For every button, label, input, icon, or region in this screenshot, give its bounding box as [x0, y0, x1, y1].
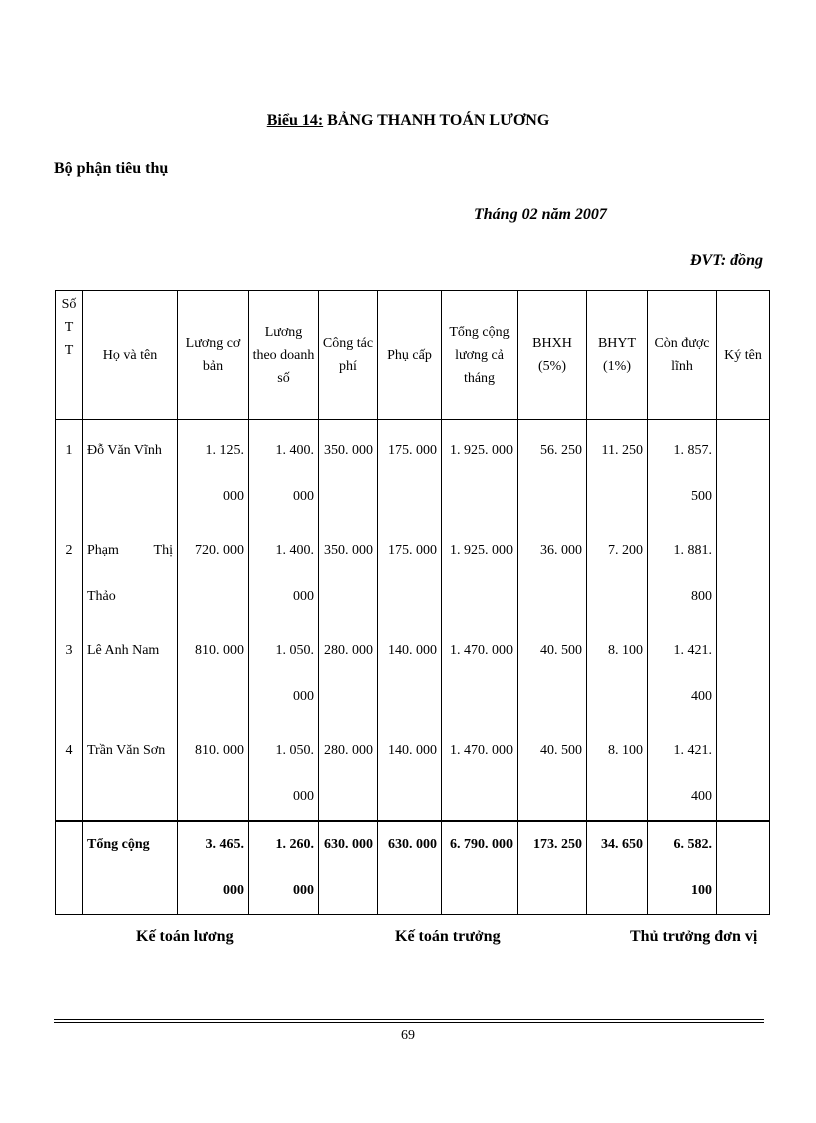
- row-total: 1. 925. 000: [442, 420, 518, 521]
- row-bhyt: 8. 100: [587, 720, 648, 821]
- row-travel: 280. 000: [319, 720, 378, 821]
- table-row: [56, 620, 770, 720]
- row-travel: 280. 000: [319, 620, 378, 720]
- title-label: Biểu 14:: [266, 112, 324, 129]
- row-bhyt: 11. 250: [587, 420, 648, 521]
- title-text: BẢNG THANH TOÁN LƯƠNG: [327, 112, 550, 129]
- row-bhxh: 40. 500: [518, 620, 587, 720]
- row-travel: 350. 000: [319, 520, 378, 620]
- header-bhyt: BHYT (1%): [587, 291, 648, 420]
- header-base-salary: Lương cơ bản: [178, 291, 249, 420]
- period-label: Tháng 02 năm 2007: [474, 206, 607, 223]
- table-header-row: [56, 291, 770, 420]
- document-title: [0, 112, 816, 130]
- payroll-table: [55, 290, 770, 915]
- signature-head: Thủ trưởng đơn vị: [630, 928, 758, 945]
- row-travel: 350. 000: [319, 420, 378, 521]
- header-travel-allowance: Công tác phí: [319, 291, 378, 420]
- row-allowance: 140. 000: [378, 620, 442, 720]
- totals-sales-salary: 1. 260. 000: [249, 821, 319, 915]
- row-base-salary: 720. 000: [178, 520, 249, 620]
- row-bhxh: 36. 000: [518, 520, 587, 620]
- row-sales-salary: 1. 050. 000: [249, 720, 319, 821]
- row-total: 1. 925. 000: [442, 520, 518, 620]
- row-signature: [717, 620, 770, 720]
- row-name: Trần Văn Sơn: [83, 720, 178, 821]
- row-net-pay: 1. 881. 800: [648, 520, 717, 620]
- totals-allowance: 630. 000: [378, 821, 442, 915]
- totals-stt: [56, 821, 83, 915]
- totals-row: [56, 821, 770, 915]
- row-name: Lê Anh Nam: [83, 620, 178, 720]
- row-bhxh: 56. 250: [518, 420, 587, 521]
- row-signature: [717, 520, 770, 620]
- row-total: 1. 470. 000: [442, 720, 518, 821]
- header-name: Họ và tên: [83, 291, 178, 420]
- department-label: Bộ phận tiêu thụ: [54, 160, 169, 177]
- totals-bhxh: 173. 250: [518, 821, 587, 915]
- header-net-pay: Còn được lĩnh: [648, 291, 717, 420]
- signature-accountant: Kế toán lương: [136, 928, 234, 945]
- row-net-pay: 1. 421. 400: [648, 620, 717, 720]
- row-stt: 4: [56, 720, 83, 821]
- totals-base-salary: 3. 465. 000: [178, 821, 249, 915]
- totals-travel: 630. 000: [319, 821, 378, 915]
- row-net-pay: 1. 421. 400: [648, 720, 717, 821]
- totals-total: 6. 790. 000: [442, 821, 518, 915]
- footer-rule: [54, 1019, 764, 1020]
- header-sales-salary: Lương theo doanh số: [249, 291, 319, 420]
- row-sales-salary: 1. 400. 000: [249, 420, 319, 521]
- row-signature: [717, 720, 770, 821]
- table-row: [56, 420, 770, 521]
- row-allowance: 175. 000: [378, 520, 442, 620]
- header-bhxh: BHXH (5%): [518, 291, 587, 420]
- row-name: Đỗ Văn Vĩnh: [83, 420, 178, 521]
- row-signature: [717, 420, 770, 521]
- row-base-salary: 810. 000: [178, 720, 249, 821]
- row-bhyt: 7. 200: [587, 520, 648, 620]
- totals-label: Tổng cộng: [83, 821, 178, 915]
- row-stt: 2: [56, 520, 83, 620]
- row-base-salary: 1. 125. 000: [178, 420, 249, 521]
- header-allowance: Phụ cấp: [378, 291, 442, 420]
- currency-unit-label: ĐVT: đồng: [690, 252, 764, 269]
- row-name: Phạm Thị Thảo: [83, 520, 178, 620]
- row-total: 1. 470. 000: [442, 620, 518, 720]
- row-net-pay: 1. 857. 500: [648, 420, 717, 521]
- row-bhxh: 40. 500: [518, 720, 587, 821]
- row-stt: 1: [56, 420, 83, 521]
- table-row: [56, 520, 770, 620]
- table-row: [56, 720, 770, 821]
- header-total-salary: Tổng cộng lương cả tháng: [442, 291, 518, 420]
- row-sales-salary: 1. 050. 000: [249, 620, 319, 720]
- header-signature: Ký tên: [717, 291, 770, 420]
- totals-net-pay: 6. 582. 100: [648, 821, 717, 915]
- signature-chief-accountant: Kế toán trưởng: [395, 928, 501, 945]
- footer-rule-double: [54, 1022, 764, 1023]
- totals-signature: [717, 821, 770, 915]
- row-allowance: 175. 000: [378, 420, 442, 521]
- row-base-salary: 810. 000: [178, 620, 249, 720]
- row-sales-salary: 1. 400. 000: [249, 520, 319, 620]
- totals-bhyt: 34. 650: [587, 821, 648, 915]
- row-stt: 3: [56, 620, 83, 720]
- row-allowance: 140. 000: [378, 720, 442, 821]
- page-number: 69: [401, 1028, 415, 1043]
- row-bhyt: 8. 100: [587, 620, 648, 720]
- header-stt: Số T T: [56, 291, 83, 420]
